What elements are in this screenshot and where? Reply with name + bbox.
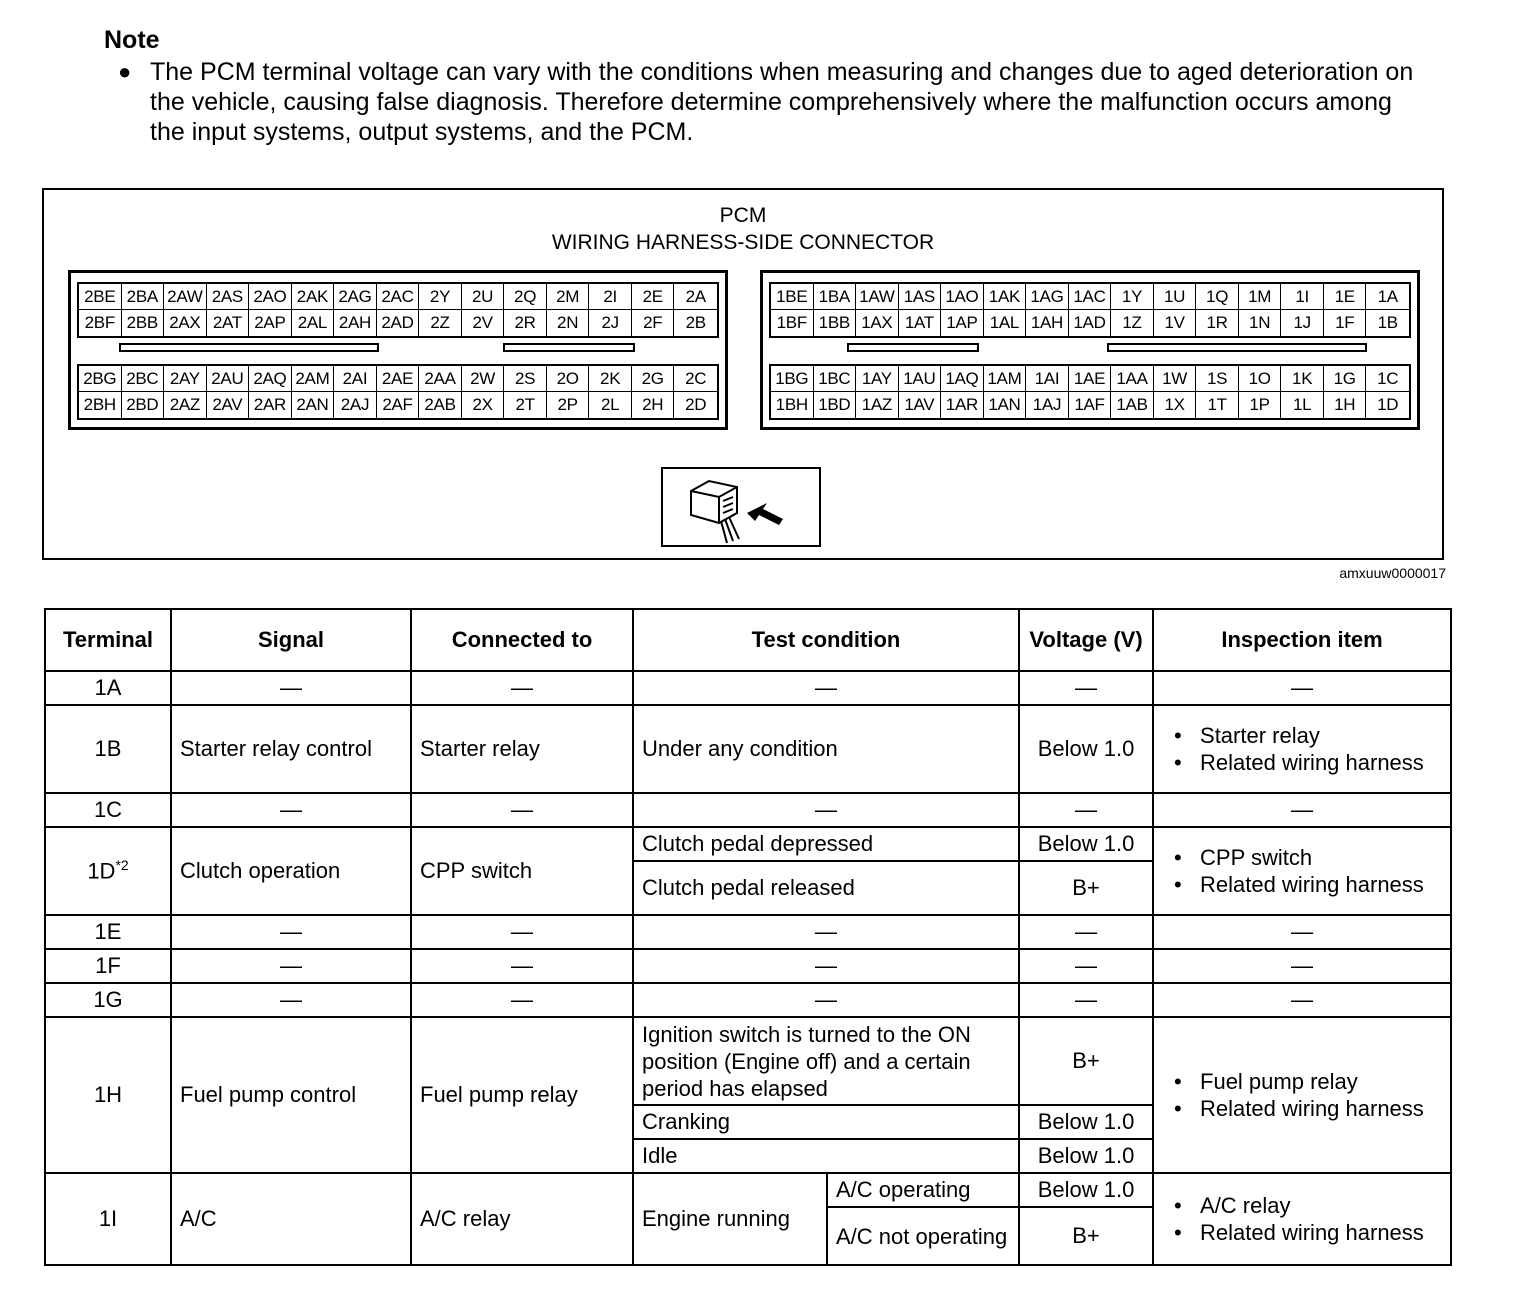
pin-1aq: 1AQ: [941, 366, 984, 392]
table-row: [45, 1173, 1451, 1207]
latch: [847, 343, 979, 352]
table-row: [45, 983, 1451, 1017]
terminal-spec-table: [44, 608, 1452, 1266]
pin-1ad: 1AD: [1069, 310, 1112, 336]
pin-1n: 1N: [1239, 310, 1282, 336]
empty-cell: —: [1019, 793, 1153, 827]
pin-2af: 2AF: [377, 392, 420, 418]
col-header-connected-to: Connected to: [411, 609, 633, 671]
pin-1ay: 1AY: [856, 366, 899, 392]
pin-1au: 1AU: [899, 366, 942, 392]
pin-2k: 2K: [589, 366, 632, 392]
pin-1av: 1AV: [899, 392, 942, 418]
pin-2s: 2S: [504, 366, 547, 392]
test-condition-cell: Cranking: [633, 1105, 1019, 1139]
empty-cell: —: [1019, 983, 1153, 1017]
table-row: [45, 915, 1451, 949]
inspection-item: • Related wiring harness: [1162, 1095, 1442, 1122]
table-row: [45, 705, 1451, 793]
pin-1o: 1O: [1239, 366, 1282, 392]
connected-cell: A/C relay: [411, 1173, 633, 1265]
latch: [503, 343, 635, 352]
empty-cell: —: [171, 915, 411, 949]
note-body: [104, 57, 1424, 147]
col-header-terminal: Terminal: [45, 609, 171, 671]
pin-1ae: 1AE: [1069, 366, 1112, 392]
pin-1z: 1Z: [1111, 310, 1154, 336]
pin-1aa: 1AA: [1111, 366, 1154, 392]
pin-1al: 1AL: [984, 310, 1027, 336]
signal-cell: A/C: [171, 1173, 411, 1265]
pin-2b: 2B: [685, 313, 706, 332]
pin-1bg: 1BG: [771, 366, 814, 392]
pin-1ao: 1AO: [941, 284, 984, 310]
pin-1s: 1S: [1196, 366, 1239, 392]
note-title: Note: [104, 26, 160, 54]
inspection-item: • Related wiring harness: [1162, 749, 1442, 776]
terminal-cell: [45, 827, 171, 915]
pin-1j: 1J: [1281, 310, 1324, 336]
bullet-icon: ●: [118, 59, 132, 84]
pin-1p: 1P: [1239, 392, 1282, 418]
voltage-cell: Below 1.0: [1019, 1173, 1153, 1207]
pin-2ac: 2AC: [377, 284, 420, 310]
pin-2az: 2AZ: [164, 392, 207, 418]
voltage-cell: B+: [1019, 1017, 1153, 1105]
pin-2am: 2AM: [292, 366, 335, 392]
test-sub-condition-cell: A/C operating: [827, 1173, 1019, 1207]
empty-cell: —: [171, 949, 411, 983]
pin-2ba: 2BA: [122, 284, 165, 310]
connector-2-bottom-block: [77, 364, 719, 420]
voltage-cell: B+: [1019, 861, 1153, 915]
signal-cell: Clutch operation: [171, 827, 411, 915]
pin-1l: 1L: [1281, 392, 1324, 418]
pin-2ap: 2AP: [249, 310, 292, 336]
terminal-cell: 1G: [45, 983, 171, 1017]
empty-cell: —: [411, 915, 633, 949]
inspection-cell: [1153, 1017, 1451, 1173]
empty-cell: —: [411, 983, 633, 1017]
note-block: [104, 26, 1424, 147]
empty-cell: —: [633, 793, 1019, 827]
pin-1b: 1B: [1377, 313, 1398, 332]
pin-2bh: 2BH: [79, 392, 122, 418]
inspection-cell: [1153, 1173, 1451, 1265]
empty-cell: —: [411, 949, 633, 983]
pin-2ai: 2AI: [334, 366, 377, 392]
pin-1f: 1F: [1324, 310, 1367, 336]
pin-1y: 1Y: [1111, 284, 1154, 310]
empty-cell: —: [633, 949, 1019, 983]
pin-2ak: 2AK: [292, 284, 335, 310]
pin-1d: 1D: [1377, 395, 1399, 414]
col-header-signal: Signal: [171, 609, 411, 671]
pin-2t: 2T: [504, 392, 547, 418]
pin-2x: 2X: [462, 392, 505, 418]
pin-2a: 2A: [674, 284, 717, 310]
test-condition-cell: Clutch pedal depressed: [633, 827, 1019, 861]
inspection-item: • Fuel pump relay: [1162, 1068, 1442, 1095]
empty-cell: —: [1153, 793, 1451, 827]
pin-1ar: 1AR: [941, 392, 984, 418]
pin-2at: 2AT: [207, 310, 250, 336]
pin-1an: 1AN: [984, 392, 1027, 418]
pin-1r: 1R: [1196, 310, 1239, 336]
terminal-label: 1D: [87, 858, 116, 884]
inspection-item: • Related wiring harness: [1162, 871, 1442, 898]
empty-cell: —: [411, 793, 633, 827]
empty-cell: —: [171, 983, 411, 1017]
pin-1aj: 1AJ: [1026, 392, 1069, 418]
empty-cell: —: [633, 671, 1019, 705]
figure-subtitle: WIRING HARNESS-SIDE CONNECTOR: [551, 231, 935, 254]
terminal-cell: 1I: [45, 1173, 171, 1265]
test-condition-cell: Clutch pedal released: [633, 861, 1019, 915]
pin-1x: 1X: [1154, 392, 1197, 418]
connector-2-top-block: [77, 282, 719, 338]
pin-2f: 2F: [632, 310, 675, 336]
pin-2be: 2BE: [79, 284, 122, 310]
terminal-cell: 1A: [45, 671, 171, 705]
pin-1e: 1E: [1324, 284, 1367, 310]
table-row: [45, 671, 1451, 705]
col-header-voltage: Voltage (V): [1019, 609, 1153, 671]
pin-2j: 2J: [589, 310, 632, 336]
test-condition-cell: Idle: [633, 1139, 1019, 1173]
test-condition-cell: Under any condition: [633, 705, 1019, 793]
connected-cell: Fuel pump relay: [411, 1017, 633, 1173]
pin-1v: 1V: [1154, 310, 1197, 336]
col-header-test-condition: Test condition: [633, 609, 1019, 671]
col-header-inspection: Inspection item: [1153, 609, 1451, 671]
inspection-cell: [1153, 705, 1451, 793]
pin-2ay: 2AY: [164, 366, 207, 392]
pin-2bb: 2BB: [122, 310, 165, 336]
voltage-cell: Below 1.0: [1019, 1139, 1153, 1173]
pin-2n: 2N: [547, 310, 590, 336]
pin-2y: 2Y: [419, 284, 462, 310]
terminal-cell: 1F: [45, 949, 171, 983]
pin-1at: 1AT: [899, 310, 942, 336]
pin-2ah: 2AH: [334, 310, 377, 336]
pin-2d: 2D: [685, 395, 707, 414]
pin-1g: 1G: [1324, 366, 1367, 392]
pin-1a: 1A: [1366, 284, 1409, 310]
test-sub-condition-cell: A/C not operating: [827, 1207, 1019, 1265]
test-condition-cell: Engine running: [633, 1173, 827, 1265]
pin-2bd: 2BD: [122, 392, 165, 418]
pin-1ba: 1BA: [814, 284, 857, 310]
pin-1ai: 1AI: [1026, 366, 1069, 392]
pin-1af: 1AF: [1069, 392, 1112, 418]
pin-1c: 1C: [1366, 366, 1409, 392]
inspection-item: • Related wiring harness: [1162, 1219, 1442, 1246]
voltage-cell: B+: [1019, 1207, 1153, 1265]
empty-cell: —: [1153, 983, 1451, 1017]
pin-2q: 2Q: [504, 284, 547, 310]
pin-2ao: 2AO: [249, 284, 292, 310]
pin-2bg: 2BG: [79, 366, 122, 392]
pin-2aq: 2AQ: [249, 366, 292, 392]
table-row: [45, 1017, 1451, 1105]
pin-1ak: 1AK: [984, 284, 1027, 310]
figure-code: amxuuw0000017: [1339, 565, 1446, 581]
footnote-marker: *2: [115, 857, 129, 874]
pin-2v: 2V: [462, 310, 505, 336]
pin-1k: 1K: [1281, 366, 1324, 392]
pin-2an: 2AN: [292, 392, 335, 418]
pin-1ac: 1AC: [1069, 284, 1112, 310]
empty-cell: —: [1019, 915, 1153, 949]
pin-2aj: 2AJ: [334, 392, 377, 418]
pin-1bb: 1BB: [814, 310, 857, 336]
pin-1bd: 1BD: [814, 392, 857, 418]
signal-cell: Fuel pump control: [171, 1017, 411, 1173]
pin-2bc: 2BC: [122, 366, 165, 392]
connector-2: [68, 270, 728, 430]
pin-2r: 2R: [504, 310, 547, 336]
pin-1am: 1AM: [984, 366, 1027, 392]
pin-1ax: 1AX: [856, 310, 899, 336]
connected-cell: CPP switch: [411, 827, 633, 915]
pin-1ab: 1AB: [1111, 392, 1154, 418]
pin-2ad: 2AD: [377, 310, 420, 336]
pin-2as: 2AS: [207, 284, 250, 310]
pin-1az: 1AZ: [856, 392, 899, 418]
empty-cell: —: [1019, 949, 1153, 983]
pin-2z: 2Z: [419, 310, 462, 336]
empty-cell: —: [1153, 671, 1451, 705]
pin-2av: 2AV: [207, 392, 250, 418]
empty-cell: —: [171, 671, 411, 705]
connector-1-bottom-block: [769, 364, 1411, 420]
connected-cell: Starter relay: [411, 705, 633, 793]
pin-1m: 1M: [1239, 284, 1282, 310]
latch: [1107, 343, 1367, 352]
inspection-item: • Starter relay: [1162, 722, 1442, 749]
pin-1u: 1U: [1154, 284, 1197, 310]
pin-1bc: 1BC: [814, 366, 857, 392]
table-row: [45, 949, 1451, 983]
terminal-cell: 1H: [45, 1017, 171, 1173]
pin-2ab: 2AB: [419, 392, 462, 418]
pin-2u: 2U: [462, 284, 505, 310]
pin-2aa: 2AA: [419, 366, 462, 392]
inspection-item: • A/C relay: [1162, 1192, 1442, 1219]
pin-1q: 1Q: [1196, 284, 1239, 310]
empty-cell: —: [633, 983, 1019, 1017]
latch: [119, 343, 379, 352]
pin-1aw: 1AW: [856, 284, 899, 310]
note-text: The PCM terminal voltage can vary with the conditions when measuring and changes due to aged deterioration on the vehicle, causing false diagnosis. Therefore determine comprehensively where the malfunction occurs among the input systems, output systems, and the PCM.: [150, 58, 1414, 146]
voltage-cell: Below 1.0: [1019, 1105, 1153, 1139]
signal-cell: Starter relay control: [171, 705, 411, 793]
pin-2m: 2M: [547, 284, 590, 310]
pin-2g: 2G: [632, 366, 675, 392]
pin-2i: 2I: [589, 284, 632, 310]
pin-1h: 1H: [1324, 392, 1367, 418]
pin-2l: 2L: [589, 392, 632, 418]
pin-2au: 2AU: [207, 366, 250, 392]
pin-2h: 2H: [632, 392, 675, 418]
pin-1bh: 1BH: [771, 392, 814, 418]
voltage-cell: Below 1.0: [1019, 705, 1153, 793]
empty-cell: —: [633, 915, 1019, 949]
pin-2c: 2C: [674, 366, 717, 392]
pin-1ah: 1AH: [1026, 310, 1069, 336]
connector-figure: [42, 188, 1444, 560]
pin-2o: 2O: [547, 366, 590, 392]
pin-2al: 2AL: [292, 310, 335, 336]
pin-1ag: 1AG: [1026, 284, 1069, 310]
table-header-row: [45, 609, 1451, 671]
pin-1w: 1W: [1154, 366, 1197, 392]
empty-cell: —: [411, 671, 633, 705]
pin-1be: 1BE: [771, 284, 814, 310]
connector-1-top-block: [769, 282, 1411, 338]
table-row: [45, 793, 1451, 827]
pin-1ap: 1AP: [941, 310, 984, 336]
inspection-cell: [1153, 827, 1451, 915]
empty-cell: —: [1019, 671, 1153, 705]
pin-1i: 1I: [1281, 284, 1324, 310]
connector-1: [760, 270, 1420, 430]
empty-cell: —: [1153, 915, 1451, 949]
pin-2ag: 2AG: [334, 284, 377, 310]
harness-side-view-icon: [661, 467, 821, 547]
terminal-cell: 1C: [45, 793, 171, 827]
pin-2bf: 2BF: [79, 310, 122, 336]
empty-cell: —: [171, 793, 411, 827]
pin-1bf: 1BF: [771, 310, 814, 336]
figure-title: PCM: [719, 204, 767, 227]
pin-2w: 2W: [462, 366, 505, 392]
voltage-cell: Below 1.0: [1019, 827, 1153, 861]
pin-2ax: 2AX: [164, 310, 207, 336]
terminal-cell: 1B: [45, 705, 171, 793]
pin-1t: 1T: [1196, 392, 1239, 418]
empty-cell: —: [1153, 949, 1451, 983]
terminal-cell: 1E: [45, 915, 171, 949]
pin-2ar: 2AR: [249, 392, 292, 418]
pin-2ae: 2AE: [377, 366, 420, 392]
test-condition-cell: Ignition switch is turned to the ON position (Engine off) and a certain period has elapsed: [633, 1017, 1019, 1105]
pin-2aw: 2AW: [164, 284, 207, 310]
table-row: [45, 827, 1451, 861]
pin-2p: 2P: [547, 392, 590, 418]
pin-1as: 1AS: [899, 284, 942, 310]
pin-2e: 2E: [632, 284, 675, 310]
inspection-item: • CPP switch: [1162, 844, 1442, 871]
